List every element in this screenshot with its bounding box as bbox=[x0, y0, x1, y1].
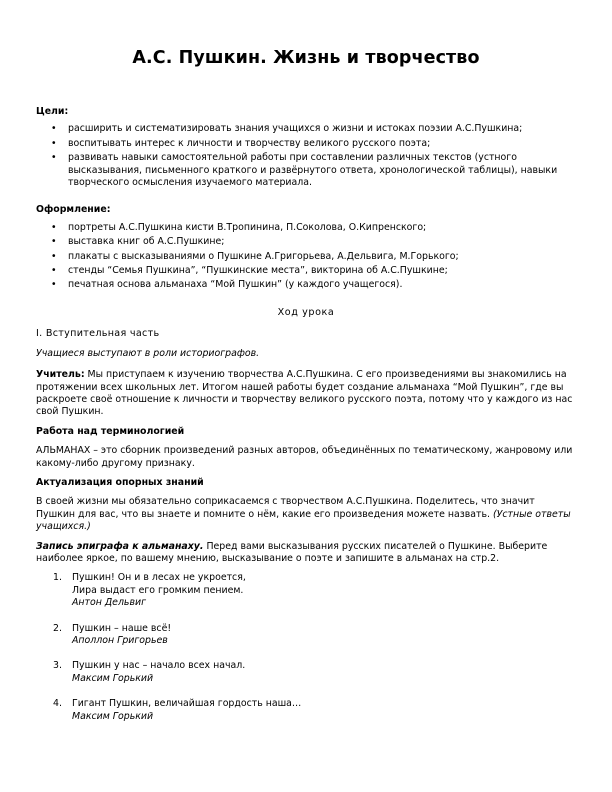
quote-number: 1. bbox=[53, 572, 62, 584]
quote-number: 2. bbox=[53, 622, 62, 634]
epigraph-label: Запись эпиграфа к альманаху. bbox=[36, 540, 204, 552]
goals-item: • развивать навыки самостоятельной работы при составлении различных текстов (устного высказывания, письменного краткого и развёрнутого ответа, хронологической таблицы), навыки творческого осмысления изучаемого материала. bbox=[51, 152, 558, 189]
bullet-icon: • bbox=[51, 250, 57, 262]
quote-item bbox=[36, 660, 576, 685]
lesson-heading: Ход урока bbox=[277, 306, 335, 318]
design-item: • стенды “Семья Пушкина”, “Пушкинские места”, викторина об А.С.Пушкине; bbox=[51, 265, 448, 277]
design-heading: Оформление: bbox=[36, 204, 111, 216]
quote-author: Максим Горький bbox=[72, 710, 154, 722]
epigraph-list bbox=[36, 572, 576, 723]
epigraph-text: Перед вами высказывания русских писателей о Пушкине. Выберите наиболее яркое, по вашему мнению, высказывание о поэте и запишите в альманах на стр.2. bbox=[36, 540, 548, 564]
quote-item bbox=[36, 698, 576, 723]
design-item: • выставка книг об А.С.Пушкине; bbox=[51, 236, 225, 248]
quote-line: Пушкин у нас – начало всех начал. bbox=[72, 660, 246, 672]
design-item: • портреты А.С.Пушкина кисти В.Тропинина, П.Соколова, О.Кипренского; bbox=[51, 221, 427, 233]
bullet-icon: • bbox=[51, 279, 57, 291]
section1-note: Учащиеся выступают в роли историографов. bbox=[36, 347, 260, 359]
document-body bbox=[36, 106, 576, 736]
goals-heading: Цели: bbox=[36, 106, 69, 117]
quote-author: Аполлон Григорьев bbox=[72, 635, 168, 646]
bullet-icon: • bbox=[51, 137, 57, 149]
quote-number: 4. bbox=[53, 698, 62, 710]
quote-line: Гигант Пушкин, величайшая гордость наша… bbox=[72, 698, 302, 710]
bullet-icon: • bbox=[51, 236, 57, 248]
goals-item: • расширить и систематизировать знания учащихся о жизни и истоках поэзии А.С.Пушкина; bbox=[51, 123, 523, 135]
page-title: А.С. Пушкин. Жизнь и творчество bbox=[132, 48, 480, 68]
actualization-heading: Актуализация опорных знаний bbox=[36, 476, 204, 488]
quote-line: Лира выдаст его громким пением. bbox=[72, 584, 244, 596]
design-list bbox=[36, 222, 576, 292]
quote-line: Пушкин! Он и в лесах не укроется, bbox=[72, 572, 246, 584]
actualization-text: В своей жизни мы обязательно соприкасаемся с творчеством А.С.Пушкина. Поделитесь, что значит Пушкин для вас, что вы знаете и помните о нём, какие его произведения можете назвать. bbox=[36, 496, 535, 520]
teacher-text: Мы приступаем к изучению творчества А.С.Пушкина. С его произведениями вы знакомились на протяжении всех школьных лет. Итогом нашей работы будет создание альманаха “Мой Пушкин”, где вы раскроете своё отношение к личности и творчеству великого русского поэта, потому что у каждого из нас свой Пушкин. bbox=[36, 369, 573, 418]
epigraph-paragraph bbox=[36, 541, 576, 566]
quote-number: 3. bbox=[53, 660, 62, 672]
design-item: • печатная основа альманаха “Мой Пушкин” (у каждого учащегося). bbox=[51, 279, 403, 291]
quote-author: Антон Дельвиг bbox=[72, 597, 147, 609]
teacher-label: Учитель: bbox=[36, 369, 85, 381]
goals-list bbox=[36, 123, 576, 189]
quote-item bbox=[36, 623, 576, 648]
terminology-heading: Работа над терминологией bbox=[36, 425, 185, 437]
actualization-paragraph bbox=[36, 496, 576, 533]
section1-heading: I. Вступительная часть bbox=[36, 328, 160, 340]
terminology-text: АЛЬМАНАХ – это сборник произведений разных авторов, объединённых по тематическому, жанровому или какому-либо другому признаку. bbox=[36, 445, 573, 469]
quote-line: Пушкин – наше всё! bbox=[72, 622, 172, 634]
teacher-paragraph bbox=[36, 369, 576, 419]
actualization-note: (Устные ответы учащихся.) bbox=[36, 508, 571, 533]
goals-item: • воспитывать интерес к личности и творчеству великого русского поэта; bbox=[51, 137, 431, 149]
quote-item bbox=[36, 572, 576, 609]
bullet-icon: • bbox=[51, 265, 57, 277]
quote-author: Максим Горький bbox=[72, 672, 154, 684]
design-item: • плакаты с высказываниями о Пушкине А.Григорьева, А.Дельвига, М.Горького; bbox=[51, 250, 459, 262]
bullet-icon: • bbox=[51, 123, 57, 135]
bullet-icon: • bbox=[51, 152, 57, 164]
bullet-icon: • bbox=[51, 221, 57, 233]
